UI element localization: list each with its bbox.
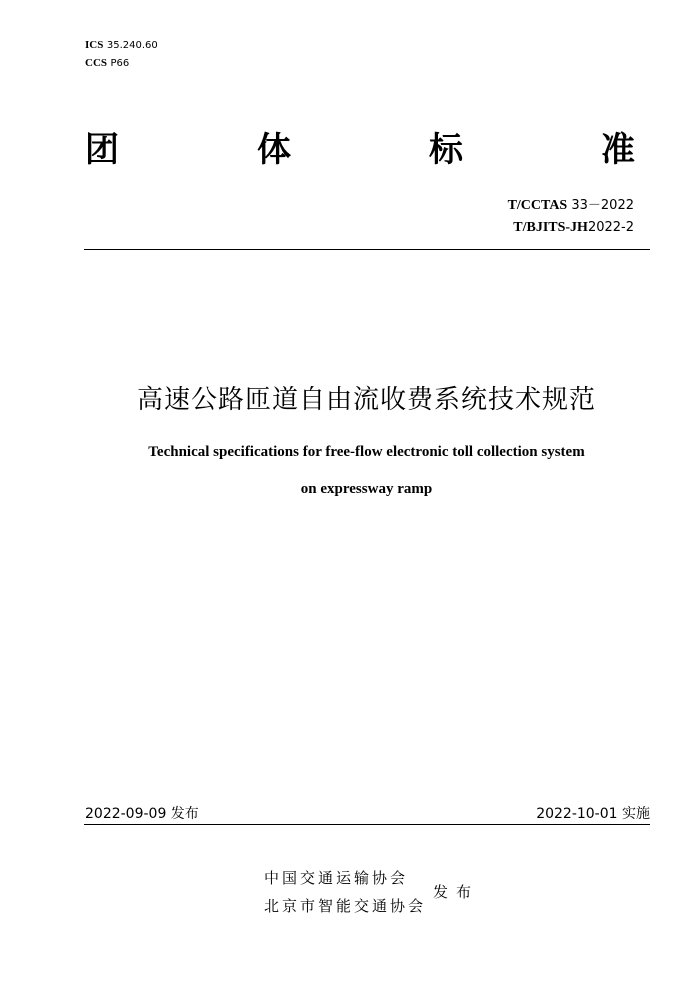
ccs-classification — [85, 56, 129, 71]
standard-type-heading — [85, 128, 635, 172]
standard-type-char: 团 — [85, 130, 119, 170]
issued-by-label: 发布 — [433, 883, 480, 901]
standard-type-char: 体 — [257, 130, 291, 170]
standard-code-number: 33－2022 — [567, 198, 634, 213]
standard-code-number: 2022-2 — [587, 220, 634, 235]
issuer-china-transport-association: 中国交通运输协会 — [264, 869, 409, 887]
document-title-chinese: 高速公路匝道自由流收费系统技术规范 — [136, 385, 596, 415]
implementation-date: 2022-10-01 实施 — [536, 806, 650, 822]
standard-type-char: 准 — [601, 130, 635, 170]
ccs-label: CCS — [85, 57, 108, 69]
ics-classification — [85, 38, 158, 53]
bottom-divider — [84, 824, 650, 825]
document-title-english-line2: on expressway ramp — [300, 481, 433, 497]
issue-date: 2022-09-09 发布 — [85, 806, 199, 822]
ics-label: ICS — [85, 39, 104, 51]
ccs-value: P66 — [110, 58, 130, 69]
standard-code-cctas — [508, 196, 634, 215]
issuer-beijing-its-association: 北京市智能交通协会 — [264, 897, 427, 915]
ics-value: 35.240.60 — [106, 40, 158, 51]
top-divider — [84, 249, 650, 250]
standard-type-char: 标 — [429, 130, 463, 170]
standard-code-prefix: T/BJITS-JH — [513, 220, 588, 235]
document-title-english-line1: Technical specifications for free-flow electronic toll collection system — [148, 444, 585, 460]
standard-code-prefix: T/CCTAS — [507, 198, 568, 213]
standard-code-bjits — [513, 218, 634, 237]
